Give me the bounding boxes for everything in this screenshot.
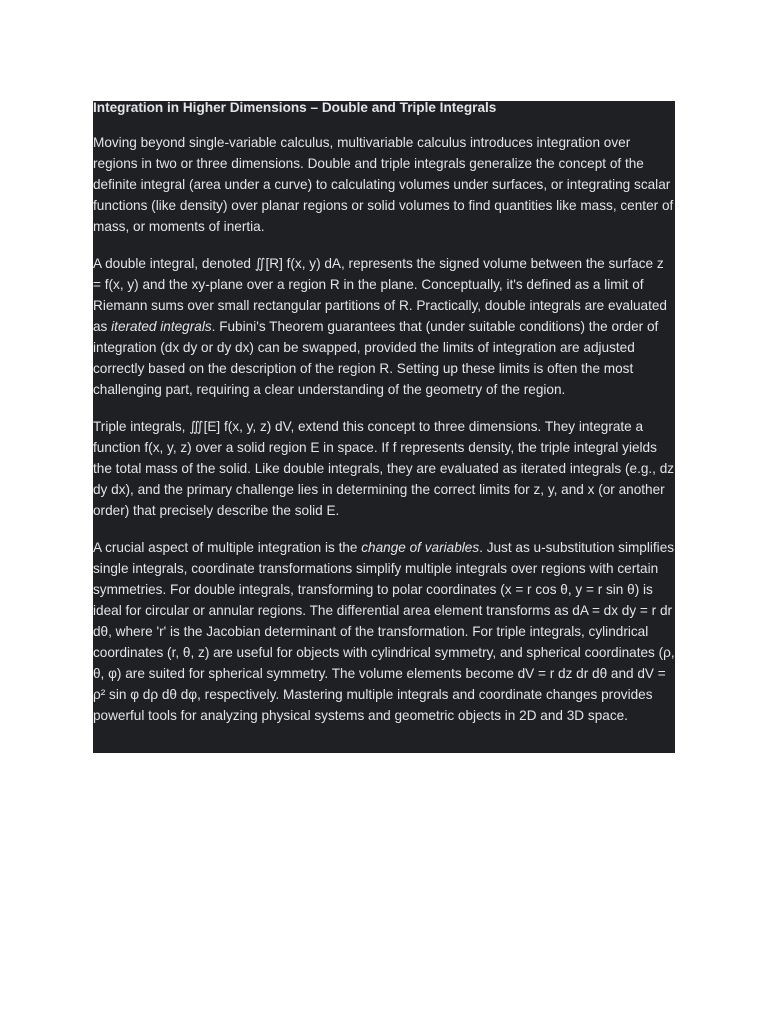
iterated-integrals-term: iterated integrals: [111, 319, 212, 334]
change-of-variables-term: change of variables: [361, 540, 480, 555]
paragraph-double-integrals-text-a: A double integral, denoted ∬[R] f(x, y) dA, represents the signed volume between the surface z = f(x, y) and the xy-plane over a region R in the plane. Conceptually, it's defined as a limit of Riemann sums over small rectangular partitions of R. Practically, double integrals are evaluated as: [93, 256, 667, 334]
document-title: Integration in Higher Dimensions – Double and Triple Integrals: [93, 100, 497, 115]
paragraph-triple-integrals: [93, 416, 675, 521]
document-panel: [93, 101, 675, 753]
paragraph-change-of-variables: [93, 537, 675, 726]
paragraph-intro-text: Moving beyond single-variable calculus, multivariable calculus introduces integration over regions in two or three dimensions. Double and triple integrals generalize the concept of the definite integral (area under a curve) to calculating volumes under surfaces, or integrating scalar functions (like density) over planar regions or solid volumes to find quantities like mass, center of mass, or moments of inertia.: [93, 135, 674, 234]
paragraph-triple-integrals-text: Triple integrals, ∭[E] f(x, y, z) dV, extend this concept to three dimensions. They integrate a function f(x, y, z) over a solid region E in space. If f represents density, the triple integral yields the total mass of the solid. Like double integrals, they are evaluated as iterated integrals (e.g., dz dy dx), and the primary challenge lies in determining the correct limits for z, y, and x (or another order) that precisely describe the solid E.: [93, 419, 675, 518]
paragraph-intro: [93, 132, 675, 237]
paragraph-change-of-variables-text-b: . Just as u-substitution simplifies single integrals, coordinate transformations simplify multiple integrals over regions with certain symmetries. For double integrals, transforming to polar coordinates (x = r cos θ, y = r sin θ) is ideal for circular or annular regions. The differential area element transforms as dA = dx dy = r dr dθ, where 'r' is the Jacobian determinant of the transformation. For triple integrals, cylindrical coordinates (r, θ, z) are useful for objects with cylindrical symmetry, and spherical coordinates (ρ, θ, φ) are suited for spherical symmetry. The volume elements become dV = r dz dr dθ and dV = ρ² sin φ dρ dθ dφ, respectively. Mastering multiple integrals and coordinate changes provides powerful tools for analyzing physical systems and geometric objects in 2D and 3D space.: [93, 540, 675, 723]
paragraph-double-integrals-text-b: . Fubini's Theorem guarantees that (under suitable conditions) the order of integration (dx dy or dy dx) can be swapped, provided the limits of integration are adjusted correctly based on the description of the region R. Setting up these limits is often the most challenging part, requiring a clear understanding of the geometry of the region.: [93, 319, 659, 397]
paragraph-change-of-variables-text-a: A crucial aspect of multiple integration is the: [93, 540, 362, 555]
paragraph-double-integrals: [93, 253, 675, 400]
